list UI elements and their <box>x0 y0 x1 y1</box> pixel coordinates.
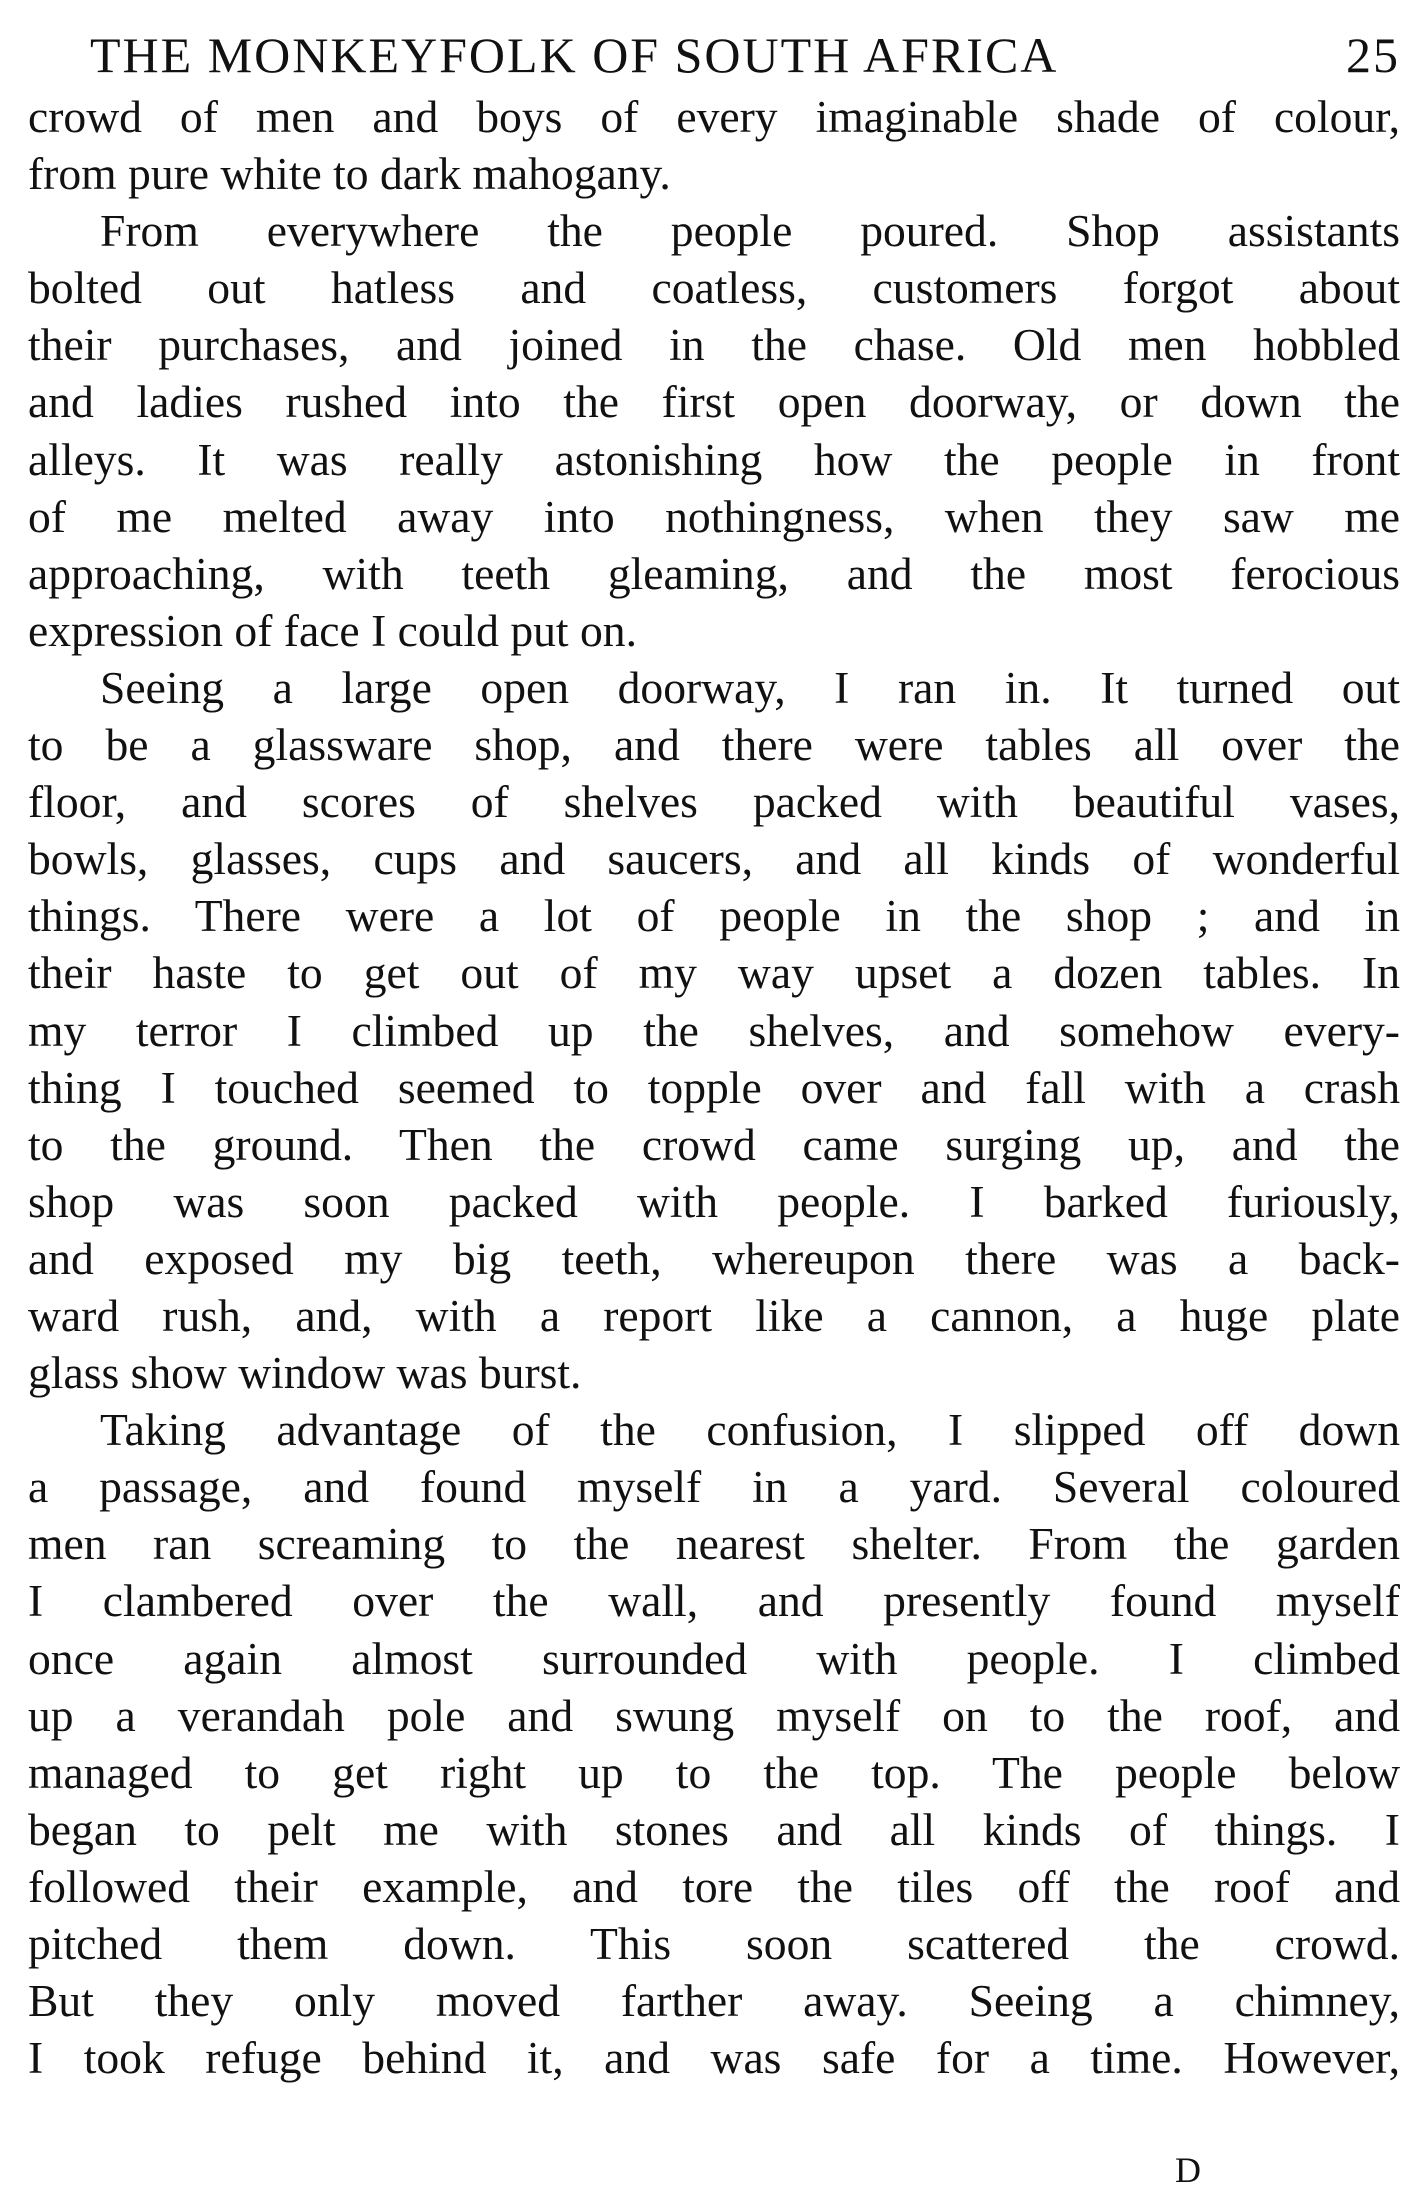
text-line: to the ground. Then the crowd came surging up, and the <box>28 1118 1400 1170</box>
text-line: shop was soon packed with people. I barked furiously, <box>28 1175 1400 1227</box>
text-line: thing I touched seemed to topple over and fall with a crash <box>28 1061 1400 1113</box>
paragraph <box>28 88 1400 202</box>
text-line: things. There were a lot of people in the shop ; and in <box>28 890 1400 942</box>
body-text <box>28 88 1400 2086</box>
text-line: and ladies rushed into the first open doorway, or down the <box>28 376 1400 428</box>
text-line: I took refuge behind it, and was safe for a time. However, <box>28 2032 1400 2084</box>
text-line: ward rush, and, with a report like a cannon, a huge plate <box>28 1289 1400 1341</box>
text-line: their purchases, and joined in the chase. Old men hobbled <box>28 319 1400 371</box>
text-line: pitched them down. This soon scattered the crowd. <box>28 1918 1400 1969</box>
text-line: men ran screaming to the nearest shelter. From the garden <box>28 1518 1400 1570</box>
page-number: 25 <box>1346 27 1400 83</box>
paragraph <box>28 202 1400 659</box>
text-line: glass show window was burst. <box>28 1347 582 1399</box>
text-line: and exposed my big teeth, whereupon there was a back- <box>28 1232 1400 1284</box>
text-line: approaching, with teeth gleaming, and the most ferocious <box>28 547 1400 599</box>
text-line: From everywhere the people poured. Shop assistants <box>100 205 1400 257</box>
signature-mark: D <box>1175 2150 1203 2190</box>
text-line: managed to get right up to the top. The people below <box>28 1746 1400 1798</box>
text-line: expression of face I could put on. <box>28 604 637 656</box>
text-line: floor, and scores of shelves packed with beautiful vases, <box>28 776 1400 828</box>
text-line: followed their example, and tore the tiles off the roof and <box>28 1860 1400 1912</box>
text-line: Seeing a large open doorway, I ran in. It turned out <box>100 661 1400 713</box>
page-header <box>28 22 1400 88</box>
book-page <box>28 22 1400 2086</box>
text-line: a passage, and found myself in a yard. Several coloured <box>28 1461 1400 1513</box>
paragraph <box>28 1401 1400 2086</box>
text-line: to be a glassware shop, and there were tables all over the <box>28 719 1400 771</box>
text-line: bolted out hatless and coatless, customers forgot about <box>28 262 1400 314</box>
paragraph <box>28 659 1400 1401</box>
text-line: But they only moved farther away. Seeing a chimney, <box>28 1975 1400 2027</box>
text-line: I clambered over the wall, and presently found myself <box>28 1575 1400 1627</box>
text-line: their haste to get out of my way upset a dozen tables. In <box>28 947 1400 999</box>
text-line: once again almost surrounded with people. I climbed <box>28 1632 1400 1684</box>
running-head: THE MONKEYFOLK OF SOUTH AFRICA <box>90 27 1059 83</box>
text-line: bowls, glasses, cups and saucers, and all kinds of wonderful <box>28 833 1400 885</box>
text-line: from pure white to dark mahogany. <box>28 148 671 200</box>
text-line: began to pelt me with stones and all kinds of things. I <box>28 1803 1400 1855</box>
text-line: my terror I climbed up the shelves, and somehow every- <box>28 1004 1400 1056</box>
text-line: Taking advantage of the confusion, I slipped off down <box>100 1404 1400 1456</box>
text-line: of me melted away into nothingness, when they saw me <box>28 490 1400 542</box>
text-line: alleys. It was really astonishing how the people in front <box>28 433 1400 485</box>
text-line: crowd of men and boys of every imaginable shade of colour, <box>28 91 1400 142</box>
text-line: up a verandah pole and swung myself on to the roof, and <box>28 1689 1400 1741</box>
